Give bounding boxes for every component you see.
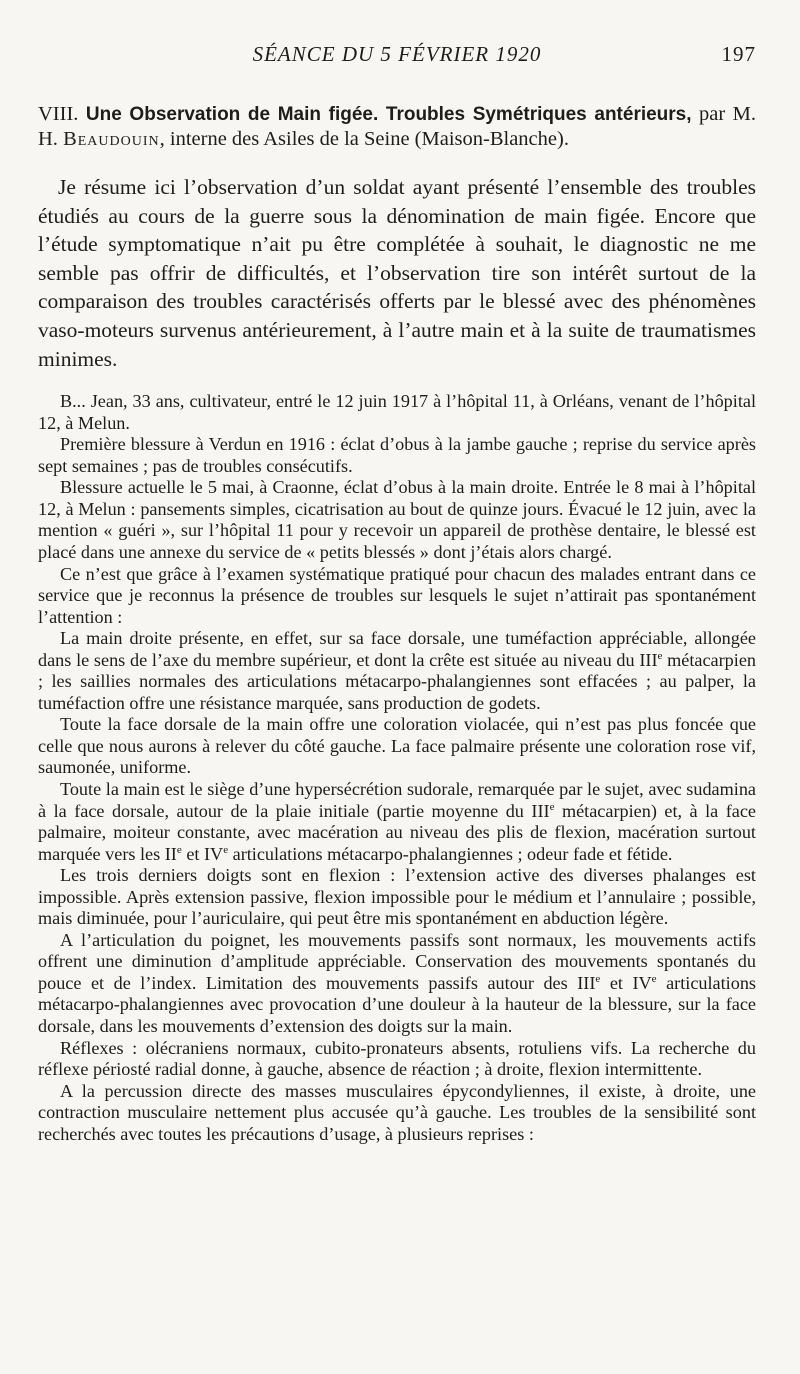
article-by: par M. H.: [38, 103, 757, 150]
paragraph-5: [38, 628, 756, 714]
page-header: [38, 38, 756, 78]
superscript: e: [176, 843, 182, 856]
paragraph-3: [38, 477, 756, 563]
superscript: e: [549, 800, 555, 813]
paragraph-9: [38, 930, 756, 1038]
paragraph-text: B... Jean, 33 ans, cultivateur, entré le 12 juin 1917 à l’hôpital 11, à Orléans, venant de l’hôpital 12, à Melun.: [38, 391, 756, 433]
paragraph-text-cont: articulations métacarpo-phalangiennes avec provocation d’une douleur à la hauteur de la blessure, sur la face dorsale, dans les mouvements d’extension des doigts sur la main.: [38, 972, 756, 1037]
paragraph-text-cont: et IV: [181, 843, 224, 864]
paragraph-text: Toute la face dorsale de la main offre une coloration violacée, qui n’est pas plus foncée que celle que nous aurons à relever du côté gauche. La face palmaire présente une coloration rose vif, saumonée, uniforme.: [38, 714, 756, 778]
observation-body: [38, 391, 756, 1145]
paragraph-11: [38, 1081, 756, 1146]
article-number: VIII.: [38, 103, 79, 125]
introduction: [38, 173, 756, 373]
paragraph-text: A la percussion directe des masses musculaires épycondyliennes, il existe, à droite, une contraction musculaire nettement plus accusée qu’à gauche. Les troubles de la sensibilité sont recherchés avec toutes les précautions d’usage, à plusieurs reprises :: [38, 1080, 756, 1144]
paragraph-6: [38, 714, 756, 779]
superscript: e: [651, 972, 657, 985]
paragraph-text: Les trois derniers doigts sont en flexion : l’extension active des diverses phalanges est impossible. Après extension passive, flexion impossible pour le médium et l’annulaire ; possible, mais diminuée, pour l’auriculaire, qui peut être mis spontanément en abduction légère.: [38, 865, 756, 929]
paragraph-text-cont: métacarpien ; les saillies normales des articulations métacarpo-phalangiennes sont effacées ; au palper, la tuméfaction offre une résistance marquée, sans production de godets.: [38, 649, 756, 713]
superscript: e: [657, 649, 663, 662]
paragraph-text: Première blessure à Verdun en 1916 : éclat d’obus à la jambe gauche ; reprise du service après sept semaines ; pas de troubles consécutifs.: [38, 434, 756, 476]
paragraph-text: Réflexes : olécraniens normaux, cubito-pronateurs absents, rotuliens vifs. La recherche du réflexe périosté radial donne, à gauche, absence de réaction ; à droite, flexion intermittente.: [38, 1037, 756, 1080]
paragraph-text: Toute la main est le siège d’une hypersécrétion sudorale, remarquée par le sujet, avec sudamina à la face dorsale, autour de la plaie initiale (partie moyenne du III: [38, 779, 756, 821]
paragraph-text-cont: et IV: [600, 972, 652, 993]
paragraph-8: [38, 865, 756, 930]
article-title: [38, 102, 756, 151]
article-affiliation: , interne des Asiles de la Seine (Maison-Blanche).: [159, 128, 569, 150]
paragraph-1: [38, 391, 756, 434]
paragraph-text-cont: articulations métacarpo-phalangiennes ; odeur fade et fétide.: [228, 843, 673, 864]
paragraph-text: A l’articulation du poignet, les mouvements passifs sont normaux, les mouvements actifs offrent une diminution d’amplitude appréciable. Conservation des mouvements spontanés du pouce et de l’index. Limitation des mouvements passifs autour des III: [38, 929, 756, 993]
intro-paragraph: Je résume ici l’observation d’un soldat ayant présenté l’ensemble des troubles étudiés au cours de la guerre sous la dénomination de main figée. Encore que l’étude symptomatique n’ait pu être complétée à souhait, le diagnostic ne me semble pas offrir de difficultés, et l’observation tire son intérêt surtout de la comparaison des troubles caractérisés offerts par le blessé avec des phénomènes vaso-moteurs survenus antérieurement, à l’autre main et à la suite de traumatismes minimes.: [38, 175, 756, 371]
superscript: e: [223, 843, 229, 856]
page-number: 197: [721, 42, 756, 66]
paragraph-text: Ce n’est que grâce à l’examen systématique pratiqué pour chacun des malades entrant dans ce service que je reconnus la présence de troubles sur lesquels le sujet n’attirait pas spontanément l’attention :: [38, 563, 756, 627]
paragraph-4: [38, 564, 756, 629]
article-title-text: Une Observation de Main figée. Troubles Symétriques antérieurs,: [85, 104, 692, 125]
superscript: e: [595, 972, 601, 985]
paragraph-text-cont: métacarpien) et, à la face palmaire, moiteur constante, avec macération au niveau des plis de flexion, macération surtout marquée vers les II: [38, 800, 757, 864]
paragraph-text: La main droite présente, en effet, sur sa face dorsale, une tuméfaction appréciable, allongée dans le sens de l’axe du membre supérieur, et dont la crête est située au niveau du III: [38, 628, 756, 670]
paragraph-2: [38, 434, 756, 477]
paragraph-7: [38, 779, 756, 865]
running-title: SÉANCE DU 5 FÉVRIER 1920: [252, 42, 542, 66]
paragraph-10: [38, 1038, 756, 1081]
paragraph-text: Blessure actuelle le 5 mai, à Craonne, éclat d’obus à la main droite. Entrée le 8 mai à l’hôpital 12, à Melun : pansements simples, cicatrisation au bout de quinze jours. Évacué le 12 juin, avec la mention « guéri », sur l’hôpital 11 pour y recevoir un appareil de prothèse dentaire, le blessé est placé dans une annexe du service de « petits blessés » dont j’étais alors chargé.: [38, 477, 756, 562]
article-author: Beaudouin: [63, 128, 160, 150]
